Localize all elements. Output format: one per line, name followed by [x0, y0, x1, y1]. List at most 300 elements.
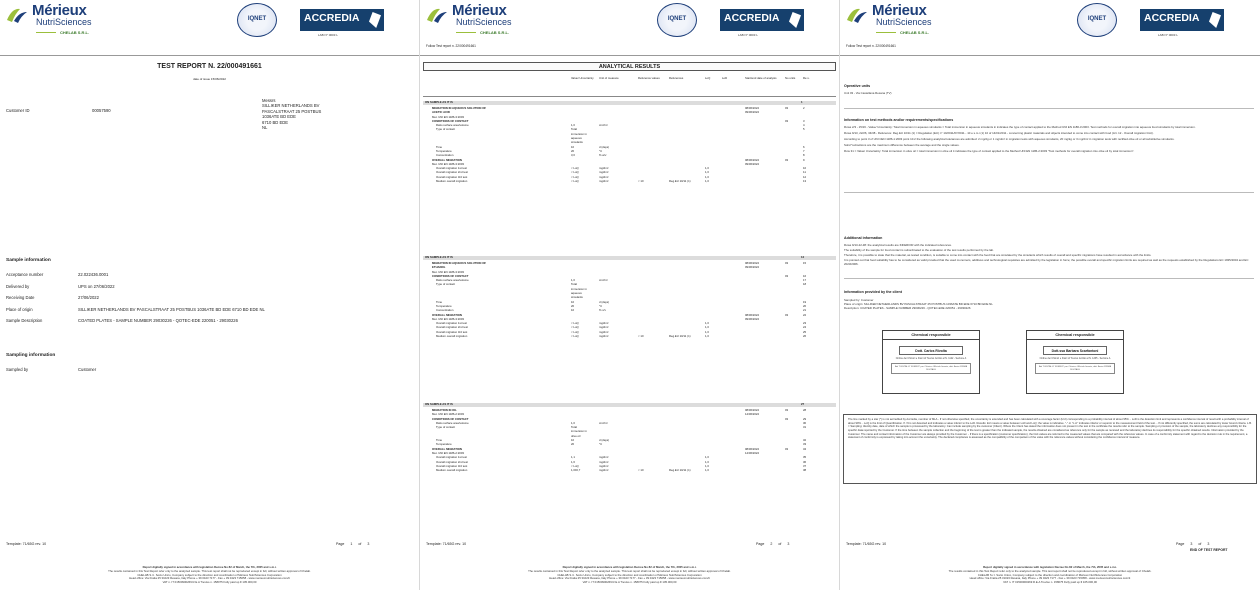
table-cell: Met. UNI EN 1186-3:2003 — [432, 161, 464, 166]
brand-name: Mérieux — [452, 2, 507, 19]
table-cell: 03 — [785, 106, 789, 110]
table-row — [423, 335, 836, 339]
page-header — [840, 0, 1260, 44]
table-cell: immersion in — [571, 286, 587, 291]
issue-date: date of issue 15/06/2022 — [193, 77, 226, 81]
report-page-2 — [420, 0, 840, 590]
follow-report-ref: Follow Test report n. 22/000491661 — [846, 44, 896, 48]
address-line: 1036ATE BD EDE — [262, 114, 296, 120]
column-header: No units — [785, 76, 796, 80]
accredia-logo — [1140, 9, 1224, 31]
table-cell: ETHANOL — [432, 265, 446, 270]
table-cell: 1,0 — [705, 174, 709, 179]
table-cell: % v/v — [599, 308, 606, 313]
table-cell: 10 — [803, 166, 807, 171]
table-cell: Overall migration 3rd test — [436, 174, 468, 179]
table-cell: mg/dm² — [599, 459, 609, 464]
table-cell: 18 — [803, 282, 807, 287]
table-cell: 08/06/2022 — [745, 157, 759, 162]
page-header — [0, 0, 419, 44]
table-cell: 08/06/2022 — [745, 261, 759, 265]
brand-sub: NutriSciences — [876, 17, 932, 27]
footer-note-line: Head office: Via Fratta 25 31023 Resana, Italy Phone + 39 0423 7177 - Fax + 39 0423 715058 - www.merieuxnutrisciences.com/it — [129, 576, 290, 581]
table-cell: ACETIC ACID — [432, 110, 450, 115]
italy-map-icon — [1209, 12, 1221, 28]
table-cell: 08/06/2022 — [745, 408, 759, 412]
column-header: Reference values — [638, 76, 660, 80]
table-cell: 7 — [803, 148, 805, 153]
footer-legal-note — [30, 566, 389, 585]
table-cell: 37 — [803, 463, 807, 468]
address-line: 6710 BD EDE — [262, 119, 289, 125]
header-divider — [840, 55, 1260, 56]
section-divider — [844, 192, 1254, 193]
brand-sub: NutriSciences — [456, 17, 512, 27]
iqnet-logo: IQNET — [657, 3, 697, 37]
lab-number: LAB N° 0003 L — [1158, 33, 1178, 37]
sample-band — [423, 101, 836, 105]
table-cell: mg/dm² — [599, 463, 609, 468]
disclaimer-box: The line marked by a star (*) is not accredited by Accredia, member of MLA - If not otherwise specified, the uncertainty is extended and has been calculated with a coverage factor (k=2) corresponding to a probability interval of about 95%. - LoD is the detection limit and represents a confidence interval of result with a probability interval of about 99%. - LoQ is the limit of Quantification. If <9 is not detected and indicates a value inferior to the LoD. Results: EU means a value between LoD and LoQ; the value is indicative. "-" or "n.d." indicates inferior or superior to the measurement field of the test. - If not differently specified, the sums are calculated by lower bound criteria. L.B. = Sampling: Identity date, date of which the sample is processed by the laboratory. Can include sampling by the customer (Client). Where the Client has stated the information does not present in the test in the certificate the results refer to the sample. Sampling or provision of the sample, the laboratory declines any responsibility for the specific data reported by the Customer. If the time between the sample collection and the beginning of the test is greater than the indicated sample, the results obtained are considered as reference only for the sample as received and the laboratory declines its responsibility for the specific obtained results. Information provided by the Customer. The name and contact information of the Customer are always provided by the Customer. - If there is a specification (customer specification), the limit values are referred to the measured values that are compared with the reference values. In case of a conformity statement with regard to the decision rule in the requirement, a statement of conformity is expressed by taking into account the uncertainty. The declared compliance is assessed as the compatibility of the comparison of the value with the reference values without considering the confidence interval of measure. — [843, 414, 1257, 484]
sample-row-label: Sample Description — [6, 318, 43, 323]
sample-band — [423, 403, 836, 407]
table-cell: < LoQ — [571, 463, 579, 468]
table-cell: Reg.EU 10/11 (1) — [669, 468, 691, 473]
section-divider — [844, 278, 1254, 279]
table-cell: 03 — [785, 118, 789, 123]
table-cell: Temperature — [436, 148, 452, 153]
table-cell: mg/dm² — [599, 166, 609, 171]
method-note: Solid *extractions are the maximum difference between the average and the single values. — [844, 142, 960, 147]
customer-id-label: Customer ID — [6, 108, 30, 113]
chemical-responsible-box — [1026, 330, 1124, 394]
sample-row-value: COATED PLATES - SAMPLE NUMBER 29030226 - QOTEC-EDE 220051 - 29030226 — [78, 318, 238, 323]
brand-chelab: CHELAB S.R.L. — [36, 30, 89, 35]
table-cell: 15 — [803, 261, 807, 265]
page-number — [750, 542, 789, 546]
merieux-logo — [426, 2, 546, 42]
table-cell: < LoQ — [571, 329, 579, 334]
page-current: 1 — [350, 542, 353, 546]
table-cell: 26 — [803, 334, 807, 339]
table-cell: aqueous — [571, 291, 582, 296]
table-cell: MIGRATION IN AQUEOUS SOLUTION OF — [432, 261, 487, 265]
footer-note-bold: Report digitally signed in accordance with legislation Decree No 82 of March, the 7th, 2005 and s.m.i. — [142, 565, 277, 569]
table-cell: °C — [599, 148, 603, 153]
page-word: Page — [1176, 542, 1185, 546]
results-rows — [423, 409, 836, 473]
footer-note-line: Head office: Via Fratta 25 31023 Resana, Italy Phone + 39 0423 7177 - Fax + 39 0423 715058 - www.merieuxnutrisciences.com/it — [969, 576, 1131, 581]
table-cell: olive oil — [571, 433, 581, 438]
test-methods-title: Information on test methods and/or requirements/specifications — [844, 118, 954, 122]
sample-row-value: UPS on 27/06/2022 — [78, 283, 115, 289]
table-cell: 4 — [803, 123, 805, 128]
table-cell: 03 — [785, 408, 789, 412]
table-cell: < 10 — [638, 468, 644, 473]
table-cell: Concentration — [436, 308, 454, 313]
page-header — [420, 0, 839, 44]
column-header: Value/ Uncertainty — [571, 76, 594, 80]
page-total: 3 — [787, 542, 790, 546]
sample-row-value: SILLIKER NETHERLANDS BV PASCALSTRAAT 25 POSTBUS 1036ATE BD EDE 6710 BD EDE NL — [78, 306, 265, 312]
chemist-registration: Ordine dei Chimici e Fisici di Treviso Iscritto al N. 1265 - Sezione A — [1039, 357, 1111, 360]
table-cell: 09/06/2022 — [745, 161, 759, 166]
operative-units-title: Operative units — [844, 84, 871, 88]
sample-row-value: 27/06/2022 — [78, 295, 99, 300]
table-cell: 9 — [803, 157, 805, 162]
table-cell: 10 — [571, 144, 575, 149]
address-line: PASCALSTRAAT 25 POSTBUS — [262, 108, 322, 114]
iqnet-logo: IQNET — [1077, 3, 1117, 37]
client-line: Place of origin: SILLIKER NETHERLANDS BV PASCALSTRAAT 25 POSTBUS 1036ATE BD EDE 6710 BD EDE NL — [844, 301, 993, 306]
table-cell: 22 — [803, 312, 807, 317]
table-cell: % w/v — [599, 153, 607, 158]
table-cell: 8 — [803, 153, 805, 158]
table-cell: immersion in — [571, 131, 587, 136]
table-cell: mg/dm² — [599, 325, 609, 330]
brand-name: Mérieux — [32, 2, 87, 19]
accredia-label: ACCREDIA — [304, 12, 360, 24]
address-line: Messrs — [262, 98, 276, 103]
footer-note-line: Head office: Via Fratta 25 31023 Resana, Italy Phone + 39 0423 7177 - Fax + 39 0423 715058 - www.merieuxnutrisciences.com/it — [549, 576, 710, 581]
customer-id-value: 00057590 — [92, 108, 111, 113]
accredia-logo — [720, 9, 804, 31]
table-cell: < LoQ — [571, 334, 579, 339]
client-line: Sampled by: Customer — [844, 298, 874, 302]
table-cell: 03 — [785, 261, 789, 265]
table-cell: Temperature — [436, 442, 452, 447]
italy-map-icon — [789, 12, 801, 28]
method-note: Rows 9/13, 22/26, 34/38 - Reference: Reg.EU 10/11 (1) = Regulation (EU) n° 10/2011/07/2011 - 10 e s.m.i (1) 10 of 14/01/2011 - concerning plastic materials and objects intended to come into contact with food (Art. 12 - Overall migration limit). — [844, 130, 1154, 135]
chemist-name: Dott. Carlos Rivolta — [899, 346, 963, 355]
table-cell: 1,6 — [571, 459, 575, 464]
sample-band-label: ON SAMPLE AS IT IS — [425, 255, 453, 259]
table-cell: 17 — [803, 278, 807, 283]
table-cell: Overall migration 1st test — [436, 166, 467, 171]
merieux-logo — [6, 2, 126, 42]
accredia-label: ACCREDIA — [724, 12, 780, 24]
column-header: LoD — [722, 76, 728, 80]
table-cell: 10 — [571, 438, 575, 443]
footer-note-line: CHELAB S.r.l. Socio Unico, Company subject to the direction and coordination of Mérieux NutriSciences Corporation — [557, 572, 702, 577]
customer-address — [262, 98, 321, 131]
table-cell: 3 — [803, 118, 805, 123]
table-cell: Medium overall migration — [436, 179, 468, 184]
column-header: LoQ — [705, 76, 711, 80]
table-cell: 1,0 — [705, 325, 709, 330]
chem-box-title: Chemical responsible — [883, 331, 979, 340]
client-line: Description: COATED PLATES - SAMPLE NUMBER 29030226 - QOTEC-EDE 220051 - 29030226 — [844, 305, 971, 310]
table-cell: 12 — [803, 174, 807, 179]
table-cell: 10 — [571, 299, 575, 304]
table-cell: Total — [571, 127, 577, 132]
table-cell: cm²/ml — [599, 278, 608, 283]
brand-chelab: CHELAB S.R.L. — [456, 30, 509, 35]
table-cell: mg/dm² — [599, 179, 609, 184]
table-cell: Ratio surface area/volume — [436, 420, 469, 425]
table-cell: 10 — [571, 308, 575, 313]
method-note: Row 31 = Value/ Uncertainty: Total immersion in olive oil = total immersion in olive oil it indicates the type of contact applied to the Method UNI EN 1186-2:2003 "Test methods for overall migration into olive oil by total immersion". — [844, 148, 1135, 153]
chemist-registration: Ordine dei Chimici e Fisici di Treviso Iscritto al N. 1122 - Sezione A — [895, 357, 967, 360]
results-table-header — [423, 75, 836, 97]
template-code: Template: 71/65G rev. 10 — [426, 542, 467, 546]
page-word: Page — [756, 542, 765, 546]
table-cell: 21 — [803, 308, 807, 313]
additional-note: Rows 9/13-22-38: the analytical results are INFERIOR with the indicated references. — [844, 243, 952, 247]
table-cell: 1,0±0,7 — [571, 468, 581, 473]
table-cell: 19 — [803, 299, 807, 304]
table-cell: CONDITIONS OF CONTACT — [432, 273, 469, 278]
table-cell: 1,1 — [571, 455, 575, 460]
sample-row-label: Delivered by — [6, 283, 30, 289]
digital-signature: Atti "DIGITALLY SIGNED" per Chimico Ufficiale firmato, dott. Avvisi FIRMA DIGITALE — [891, 363, 971, 374]
table-cell: Medium overall migration — [436, 334, 468, 339]
row-number: 1 — [801, 100, 803, 104]
additional-note: The suitability of the sample for food contact is subordinated to the evaluation of the test results performed by the lab. — [844, 247, 994, 252]
merieux-leaf-icon — [6, 6, 28, 24]
table-cell: 13 — [803, 179, 807, 184]
table-cell: d (days) — [599, 438, 610, 443]
table-cell: 03 — [785, 273, 789, 278]
table-cell: 03 — [785, 416, 789, 421]
table-cell: OVERALL MIGRATION — [432, 157, 462, 162]
brand-name: Mérieux — [872, 2, 927, 19]
table-cell: Time — [436, 144, 443, 149]
table-cell: 09/06/2022 — [745, 110, 759, 115]
footer-note-line: VAT n. IT 01500900269 R.E.A Treviso n. 158075 Fully paid up € 105.000,00 — [582, 580, 677, 585]
additional-info-title: Additional information — [844, 236, 883, 240]
footer-note-bold: Report digitally signed in accordance with legislation Decree No 82 of March, the 7th, 2005 and s.m.i. — [562, 565, 697, 569]
table-cell: Type of contact — [436, 282, 455, 287]
table-cell: 1,0 — [705, 179, 709, 184]
row-number: 27 — [801, 402, 805, 406]
table-cell: d (days) — [599, 144, 610, 149]
table-cell: 20 — [571, 303, 575, 308]
table-cell: 03 — [785, 157, 789, 162]
report-page-3 — [840, 0, 1260, 590]
table-cell: 28 — [803, 408, 807, 412]
sample-band-label: ON SAMPLE AS IT IS — [425, 100, 453, 104]
table-cell: 03 — [785, 446, 789, 451]
footer-note-line: The results contained in this Test Report refer only to the analyzed sample. This test report shall not be reproduced except in full, without written approval of Chelab. — [108, 568, 311, 573]
table-cell: 36 — [803, 459, 807, 464]
table-cell: 1,0 — [571, 278, 575, 283]
table-cell: 20 — [571, 442, 575, 447]
merieux-leaf-icon — [846, 6, 868, 24]
table-cell: mg/dm² — [599, 455, 609, 460]
table-cell: Medium overall migration — [436, 468, 468, 473]
row-number: 14 — [801, 255, 805, 259]
page-number — [330, 542, 369, 546]
table-cell: OVERALL MIGRATION — [432, 312, 462, 317]
table-cell: < LoQ — [571, 174, 579, 179]
page-footer — [840, 530, 1260, 590]
table-cell: 30 — [803, 420, 807, 425]
table-cell: 1,0 — [705, 455, 709, 460]
table-cell: Overall migration 1st test — [436, 455, 467, 460]
footer-note-line: The results contained in this Test Report refer only to the analyzed sample. This test report shall not be reproduced except in full, without written approval of Chelab. — [948, 568, 1152, 573]
table-cell: 14/06/2022 — [745, 412, 759, 417]
table-cell: 1,0 — [571, 123, 575, 128]
table-cell: Met. UNI EN 1186-3:2003 — [432, 114, 464, 119]
header-divider — [420, 55, 839, 56]
method-note: Rows 2/3 - 15/16 - Value/ Uncertainty: Total immersion in aqueous simulants = Total immersion in aqueous simulants in indicates the type of contact applied to the Method UNI EN 1186-3:2003. Test methods for overall migration into aqueous food simulants by total immersion. — [844, 125, 1196, 129]
table-cell: Ratio surface area/volume — [436, 278, 469, 283]
sample-info-title: Sample information — [6, 258, 51, 263]
template-code: Template: 71/65G rev. 10 — [6, 542, 47, 546]
table-cell: 1,0 — [705, 170, 709, 175]
table-cell: mg/dm² — [599, 334, 609, 339]
footer-legal-note — [450, 566, 809, 585]
table-cell: 1,0 — [705, 334, 709, 339]
sampled-by-label: Sampled by — [6, 367, 29, 372]
table-cell: Total — [571, 282, 577, 287]
table-cell: 1,0 — [705, 468, 709, 473]
column-header: Unit of measure — [599, 76, 619, 80]
table-cell: mg/dm² — [599, 329, 609, 334]
table-cell: simulants — [571, 140, 583, 145]
table-cell: Time — [436, 299, 443, 304]
table-cell: Concentration — [436, 153, 454, 158]
table-cell: 03 — [785, 312, 789, 317]
digital-signature: Atti "DIGITALLY SIGNED" per Chimico Ufficiale firmato, dott. Avvisi FIRMA DIGITALE — [1035, 363, 1115, 374]
chemical-responsible-box — [882, 330, 980, 394]
table-cell: 23 — [803, 321, 807, 326]
footer-note-line: VAT n. IT 01500900269 R.E.A Treviso n. 158075 Fully paid up € 105.000,00 — [1003, 580, 1097, 585]
page-total: 3 — [367, 542, 370, 546]
accredia-logo — [300, 9, 384, 31]
table-cell: 33 — [803, 442, 807, 447]
table-cell: < LoQ — [571, 170, 579, 175]
sample-row-label: Place of origin — [6, 306, 33, 312]
table-cell: MIGRATION IN OIL — [432, 408, 457, 412]
table-cell: Overall migration 1st test — [436, 321, 467, 326]
sample-row-value: 22.022436.0001 — [78, 272, 109, 277]
table-cell: Type of contact — [436, 425, 455, 430]
page-footer — [0, 530, 419, 590]
footer-note-line: CHELAB S.r.l. Socio Unico, Company subject to the direction and coordination of Mérieux NutriSciences Corporation — [977, 572, 1123, 577]
table-cell: 5 — [803, 127, 805, 132]
page-number — [1170, 542, 1209, 546]
footer-note-bold: Report digitally signed in accordance with legislation Decree No 82 of March, the 7th, 2005 and s.m.i. — [983, 565, 1117, 569]
page-of: of — [1198, 542, 1202, 546]
table-cell: 1,0 — [705, 329, 709, 334]
template-code: Template: 71/65G rev. 10 — [846, 542, 887, 546]
test-methods-text — [844, 126, 1254, 156]
table-cell: < LoQ — [571, 321, 579, 326]
table-cell: Overall migration 2nd test — [436, 459, 468, 464]
table-cell: Overall migration 3rd test — [436, 463, 468, 468]
table-cell: 16 — [803, 273, 807, 278]
table-cell: cm²/ml — [599, 123, 608, 128]
table-cell: Met. UNI EN 1186-2:2003 — [432, 412, 464, 417]
page-of: of — [778, 542, 782, 546]
table-cell: < LoQ — [571, 325, 579, 330]
table-cell: 11 — [803, 170, 806, 175]
table-cell: 24 — [803, 325, 807, 330]
table-cell: °C — [599, 442, 603, 447]
lab-number: LAB N° 0003 L — [318, 33, 338, 37]
page-current: 2 — [770, 542, 773, 546]
table-cell: Overall migration 3rd test — [436, 329, 468, 334]
chemist-name: Dott.ssa Barbara Scarfantoni — [1043, 346, 1107, 355]
table-cell: 1,0 — [705, 321, 709, 326]
table-cell: 20 — [571, 148, 575, 153]
table-cell: Overall migration 2nd test — [436, 325, 468, 330]
table-cell: 1,0 — [571, 420, 575, 425]
method-note: According to point 3 of UNI CEN 1186-1:2003 point 10.2 the following analytical tolerances are admitted: 2 mg/dg or 1 mg/dm² in migration tests with aqueous simulants, 20 mg/kg or 3 mg/dm² in migration tests with rectified olive oil or all substitutive simulants. — [844, 136, 1175, 141]
table-cell: 20 — [803, 303, 807, 308]
address-line: NL — [262, 125, 268, 131]
table-cell: 25 — [803, 329, 807, 334]
table-cell: 6 — [803, 144, 805, 149]
additional-info-text — [844, 244, 1254, 268]
column-header: Start/end date of analysis — [745, 76, 777, 80]
table-cell: OVERALL MIGRATION — [432, 446, 462, 451]
footer-legal-note — [870, 566, 1230, 585]
table-cell: 08/06/2022 — [745, 446, 759, 451]
page-word: Page — [336, 542, 345, 546]
merieux-logo — [846, 2, 966, 42]
table-cell: 3,0 — [571, 153, 575, 158]
table-cell: 1,0 — [705, 459, 709, 464]
accredia-label: ACCREDIA — [1144, 12, 1200, 24]
table-row — [423, 180, 836, 184]
italy-map-icon — [369, 12, 381, 28]
address-line: SILLIKER NETHERLANDS BV — [262, 103, 320, 109]
table-cell: 1,0 — [705, 166, 709, 171]
table-cell: Total — [571, 425, 577, 430]
page-current: 3 — [1190, 542, 1193, 546]
table-cell: mg/dm² — [599, 174, 609, 179]
operative-units-text: Unit 03 - Via Castellana Resana (TV) — [844, 91, 892, 95]
table-cell: Met. UNI EN 1186-3:2003 — [432, 269, 464, 274]
client-info-title: Information provided by the client — [844, 290, 902, 294]
table-cell: < 10 — [638, 334, 644, 339]
table-cell: MIGRATION IN AQUEOUS SOLUTION OF — [432, 106, 487, 110]
table-cell: 29 — [803, 416, 807, 421]
results-rows — [423, 262, 836, 339]
table-cell: 34 — [803, 446, 807, 451]
table-cell: 38 — [803, 468, 807, 473]
table-cell: 2 — [803, 106, 805, 110]
table-cell: < LoQ — [571, 166, 579, 171]
iqnet-logo: IQNET — [237, 3, 277, 37]
follow-report-ref: Follow Test report n. 22/000491661 — [426, 44, 476, 48]
page-footer — [420, 530, 839, 590]
analytical-results-title: ANALYTICAL RESULTS — [423, 62, 836, 71]
report-title: TEST REPORT N. 22/000491661 — [157, 63, 262, 70]
end-of-report: END OF TEST REPORT — [1190, 548, 1228, 552]
sample-band-label: ON SAMPLE AS IT IS — [425, 402, 453, 406]
table-cell: Reg.EU 10/11 (1) — [669, 179, 691, 184]
footer-note-line: CHELAB S.r.l. Socio Unico, Company subject to the direction and coordination of Mérieux NutriSciences Corporation — [137, 572, 282, 577]
table-cell: cm²/ml — [599, 420, 608, 425]
table-cell: 35 — [803, 455, 807, 460]
table-cell: 14/06/2022 — [745, 450, 759, 455]
table-cell: 09/06/2022 — [745, 265, 759, 270]
additional-note: Therefore, it is possible to state that the material, as tested condition, is suitable to come into contact with the food that are simulated by the simulants which results of overall and specific migrations have resulted in accordance with the limits. — [844, 252, 1152, 257]
table-cell: < 10 — [638, 179, 644, 184]
sampling-info-title: Sampling information — [6, 353, 56, 358]
header-divider — [0, 55, 419, 56]
table-cell: CONDITIONS OF CONTACT — [432, 118, 469, 123]
table-cell: Met. UNI EN 1186-2:2003 — [432, 450, 464, 455]
table-cell: < LoQ — [571, 179, 579, 184]
chem-box-title: Chemical responsible — [1027, 331, 1123, 340]
table-cell: 1,0 — [705, 463, 709, 468]
footer-note-line: The results contained in this Test Report refer only to the analyzed sample. This test report shall not be reproduced except in full, without written approval of Chelab. — [528, 568, 731, 573]
